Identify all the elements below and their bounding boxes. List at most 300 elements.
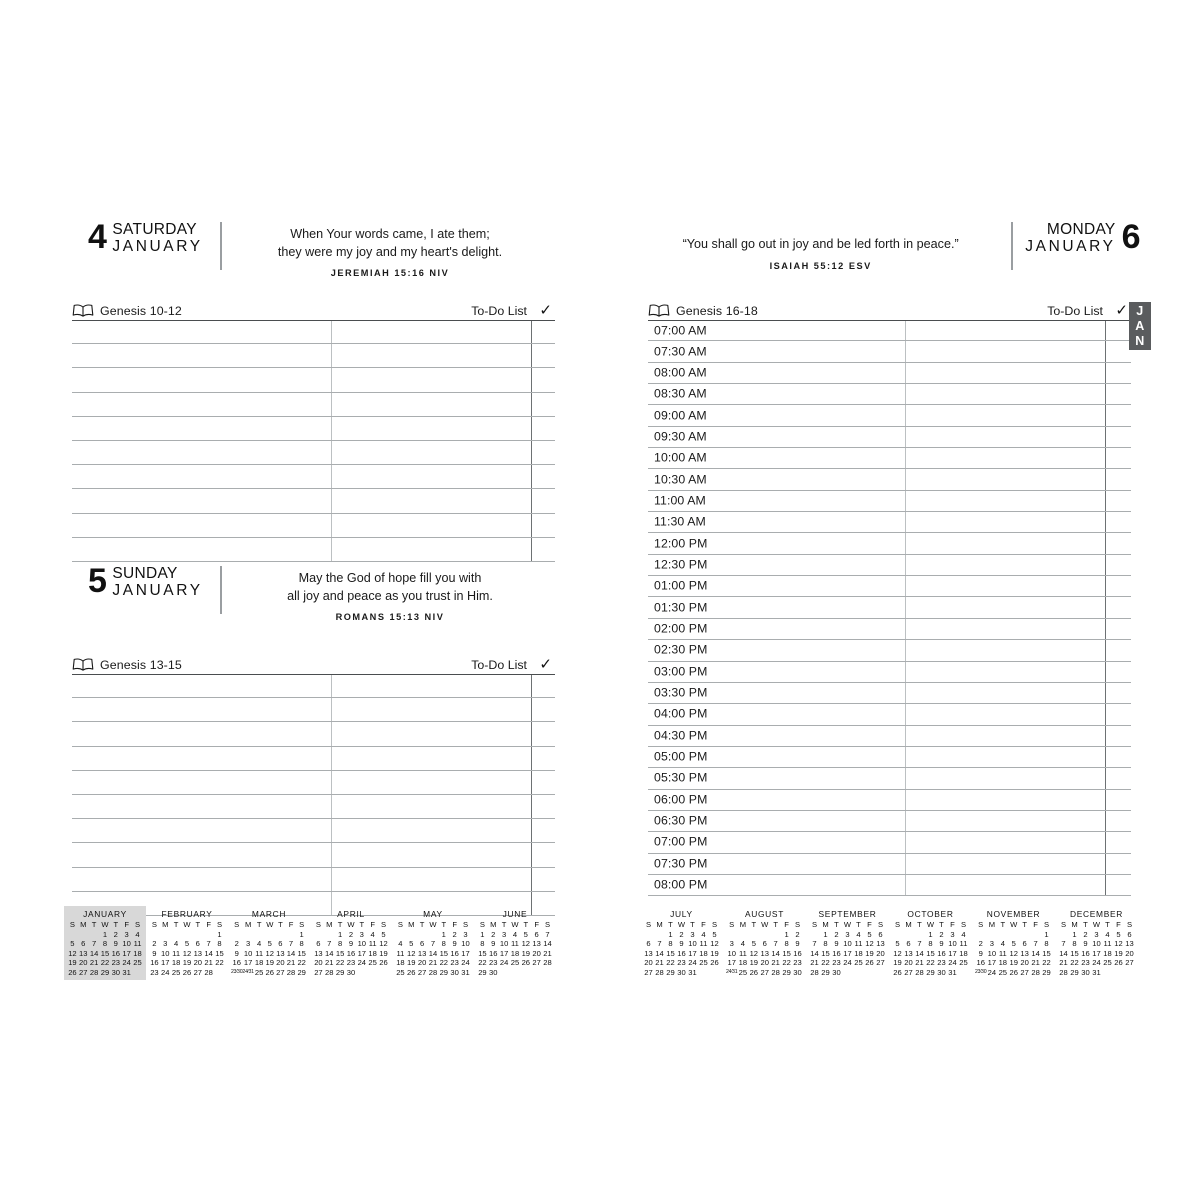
calendar-day[interactable]: 22 bbox=[1070, 958, 1079, 967]
ruled-row[interactable] bbox=[72, 417, 555, 441]
calendar-day[interactable]: 16 bbox=[976, 958, 985, 967]
calendar-day[interactable]: 7 bbox=[657, 939, 662, 948]
calendar-day[interactable]: 25 bbox=[171, 967, 181, 977]
calendar-day[interactable]: 26 bbox=[68, 967, 77, 977]
calendar-day[interactable]: 13 bbox=[276, 948, 285, 958]
calendar-day[interactable]: 16 bbox=[489, 948, 498, 958]
calendar-day[interactable]: 8 bbox=[1044, 939, 1049, 948]
calendar-day[interactable]: 10 bbox=[727, 948, 736, 958]
calendar-day[interactable]: 30 bbox=[111, 967, 121, 977]
calendar-day[interactable]: 4 bbox=[512, 929, 518, 939]
calendar-day[interactable]: 9 bbox=[234, 948, 239, 958]
calendar-day[interactable]: 5 bbox=[409, 939, 414, 948]
calendar-day[interactable]: 23 bbox=[150, 967, 159, 977]
calendar-day[interactable]: 29 bbox=[1070, 967, 1079, 977]
calendar-day[interactable]: 19 bbox=[182, 958, 192, 967]
calendar-day[interactable]: 26 bbox=[182, 967, 192, 977]
calendar-day[interactable]: 22 bbox=[926, 958, 935, 967]
calendar-day[interactable]: 13 bbox=[904, 948, 913, 958]
calendar-day[interactable]: 1 bbox=[784, 929, 789, 939]
calendar-day[interactable]: 19 bbox=[710, 948, 719, 958]
calendar-day[interactable]: 5 bbox=[867, 929, 872, 939]
calendar-day[interactable]: 8 bbox=[217, 939, 222, 948]
calendar-day[interactable]: 21 bbox=[810, 958, 819, 967]
schedule-row[interactable] bbox=[648, 704, 1131, 725]
schedule-row[interactable] bbox=[648, 619, 1131, 640]
calendar-day[interactable]: 16 bbox=[150, 958, 159, 967]
calendar-day[interactable]: 30 bbox=[450, 967, 459, 977]
calendar-day[interactable]: 4 bbox=[856, 929, 861, 939]
calendar-day[interactable]: 2 bbox=[452, 929, 457, 939]
calendar-day[interactable]: 12 bbox=[407, 948, 416, 958]
ruled-row[interactable] bbox=[72, 393, 555, 417]
calendar-day[interactable]: 17 bbox=[688, 948, 697, 958]
calendar-day[interactable]: 1 bbox=[1044, 929, 1049, 939]
calendar-day[interactable]: 24 bbox=[843, 958, 852, 967]
calendar-day[interactable]: 20 bbox=[760, 958, 769, 967]
calendar-day[interactable]: 9 bbox=[939, 939, 944, 948]
calendar-day[interactable]: 21 bbox=[428, 958, 438, 967]
calendar-day[interactable]: 20 bbox=[417, 958, 427, 967]
schedule-row[interactable] bbox=[648, 640, 1131, 661]
calendar-day[interactable]: 31 bbox=[948, 967, 957, 977]
calendar-day[interactable]: 3 bbox=[1094, 929, 1099, 939]
ruled-row[interactable] bbox=[72, 368, 555, 392]
schedule-row[interactable] bbox=[648, 854, 1131, 875]
calendar-day[interactable]: 10 bbox=[843, 939, 852, 948]
calendar-day[interactable]: 23 bbox=[832, 958, 841, 967]
calendar-day[interactable]: 12 bbox=[68, 948, 77, 958]
calendar-day[interactable]: 8 bbox=[668, 939, 673, 948]
calendar-day[interactable] bbox=[242, 968, 253, 978]
mini-calendar-march[interactable] bbox=[228, 906, 310, 980]
calendar-day[interactable]: 14 bbox=[655, 948, 664, 958]
calendar-day[interactable]: 11 bbox=[368, 939, 377, 948]
calendar-day[interactable]: 6 bbox=[646, 939, 651, 948]
calendar-day[interactable]: 3 bbox=[163, 939, 168, 948]
calendar-day[interactable]: 6 bbox=[419, 939, 425, 948]
calendar-day[interactable]: 27 bbox=[276, 967, 285, 977]
calendar-day[interactable]: 12 bbox=[182, 948, 192, 958]
calendar-day[interactable]: 30 bbox=[346, 967, 356, 977]
calendar-day[interactable]: 9 bbox=[348, 939, 354, 948]
calendar-day[interactable]: 2 bbox=[152, 939, 157, 948]
calendar-day[interactable]: 29 bbox=[666, 967, 675, 977]
mini-calendar-july[interactable] bbox=[640, 906, 723, 980]
calendar-day[interactable]: 24 bbox=[688, 958, 697, 967]
schedule-row[interactable] bbox=[648, 533, 1131, 554]
calendar-day[interactable]: 29 bbox=[1042, 967, 1051, 977]
calendar-day[interactable]: 2 bbox=[348, 929, 354, 939]
calendar-day[interactable]: 20 bbox=[876, 948, 885, 958]
calendar-day[interactable]: 6 bbox=[278, 939, 283, 948]
calendar-day[interactable]: 9 bbox=[452, 939, 457, 948]
calendar-day[interactable]: 9 bbox=[679, 939, 684, 948]
calendar-day[interactable]: 13 bbox=[876, 939, 885, 948]
mini-calendar-august[interactable] bbox=[723, 906, 806, 980]
calendar-day[interactable]: 21 bbox=[771, 958, 780, 967]
ruled-row[interactable] bbox=[72, 843, 555, 867]
calendar-day[interactable]: 20 bbox=[644, 958, 653, 967]
calendar-day[interactable]: 24 bbox=[461, 958, 470, 967]
calendar-day[interactable]: 25 bbox=[1103, 958, 1112, 967]
schedule-row[interactable] bbox=[648, 320, 1131, 341]
calendar-day[interactable]: 18 bbox=[959, 948, 968, 958]
calendar-day[interactable]: 18 bbox=[133, 948, 142, 958]
calendar-day[interactable]: 23 bbox=[450, 958, 459, 967]
calendar-day[interactable]: 12 bbox=[710, 939, 719, 948]
calendar-day[interactable]: 8 bbox=[102, 939, 108, 948]
calendar-day[interactable]: 24 bbox=[1092, 958, 1101, 967]
calendar-day[interactable]: 10 bbox=[161, 948, 170, 958]
calendar-day[interactable]: 15 bbox=[335, 948, 345, 958]
calendar-day[interactable]: 6 bbox=[878, 929, 883, 939]
calendar-day[interactable]: 25 bbox=[738, 967, 748, 977]
calendar-day[interactable]: 20 bbox=[314, 958, 323, 967]
calendar-day[interactable]: 3 bbox=[950, 929, 955, 939]
calendar-day[interactable]: 15 bbox=[1070, 948, 1079, 958]
calendar-day[interactable]: 1 bbox=[823, 929, 828, 939]
schedule-row[interactable] bbox=[648, 384, 1131, 405]
calendar-day[interactable]: 3 bbox=[463, 929, 468, 939]
calendar-day[interactable]: 2 bbox=[491, 929, 496, 939]
calendar-day[interactable]: 10 bbox=[688, 939, 697, 948]
calendar-day[interactable]: 4 bbox=[135, 929, 140, 939]
calendar-day[interactable]: 13 bbox=[532, 939, 541, 948]
calendar-day[interactable]: 15 bbox=[1042, 948, 1051, 958]
calendar-day[interactable]: 29 bbox=[335, 967, 345, 977]
calendar-day[interactable]: 19 bbox=[1114, 948, 1123, 958]
calendar-day[interactable]: 19 bbox=[749, 958, 759, 967]
calendar-day[interactable]: 13 bbox=[644, 948, 653, 958]
calendar-day[interactable]: 19 bbox=[521, 948, 531, 958]
schedule-row[interactable] bbox=[648, 427, 1131, 448]
calendar-day[interactable]: 22 bbox=[1042, 958, 1051, 967]
calendar-day[interactable]: 30 bbox=[677, 967, 686, 977]
ruled-row[interactable] bbox=[72, 441, 555, 465]
mini-calendar-november[interactable] bbox=[972, 906, 1055, 980]
calendar-day[interactable]: 2 bbox=[234, 939, 239, 948]
ruled-row[interactable] bbox=[72, 344, 555, 368]
calendar-day[interactable]: 18 bbox=[1103, 948, 1112, 958]
ruled-row[interactable] bbox=[72, 747, 555, 771]
calendar-day[interactable]: 5 bbox=[523, 929, 528, 939]
calendar-day[interactable]: 3 bbox=[690, 929, 695, 939]
calendar-day[interactable]: 29 bbox=[821, 967, 830, 977]
calendar-day[interactable]: 14 bbox=[543, 939, 552, 948]
mini-calendar-june[interactable] bbox=[474, 906, 556, 980]
ruled-row[interactable] bbox=[72, 538, 555, 562]
calendar-day[interactable]: 4 bbox=[961, 929, 966, 939]
ruled-row[interactable] bbox=[72, 819, 555, 843]
calendar-day[interactable]: 8 bbox=[823, 939, 828, 948]
calendar-day[interactable]: 16 bbox=[1081, 948, 1090, 958]
calendar-day[interactable]: 26 bbox=[407, 967, 416, 977]
calendar-day[interactable]: 29 bbox=[100, 967, 110, 977]
calendar-day[interactable]: 18 bbox=[254, 958, 264, 967]
calendar-day[interactable]: 31 bbox=[122, 967, 131, 977]
calendar-day[interactable]: 16 bbox=[677, 948, 686, 958]
calendar-day[interactable]: 5 bbox=[267, 939, 272, 948]
schedule-row[interactable] bbox=[648, 341, 1131, 362]
calendar-day[interactable]: 10 bbox=[987, 948, 997, 958]
calendar-day[interactable]: 31 bbox=[1092, 967, 1101, 977]
calendar-day[interactable]: 4 bbox=[257, 939, 262, 948]
calendar-day[interactable]: 30 bbox=[793, 967, 802, 977]
calendar-day[interactable]: 28 bbox=[89, 967, 99, 977]
calendar-day[interactable]: 10 bbox=[1092, 939, 1101, 948]
calendar-day[interactable]: 17 bbox=[948, 948, 957, 958]
calendar-day[interactable]: 6 bbox=[1022, 939, 1027, 948]
calendar-day[interactable]: 10 bbox=[243, 948, 253, 958]
schedule-row[interactable] bbox=[648, 662, 1131, 683]
calendar-day[interactable]: 6 bbox=[316, 939, 321, 948]
calendar-day[interactable]: 11 bbox=[854, 939, 863, 948]
calendar-day[interactable]: 18 bbox=[510, 948, 520, 958]
calendar-day[interactable]: 12 bbox=[749, 948, 759, 958]
calendar-day[interactable]: 17 bbox=[987, 958, 997, 967]
calendar-day[interactable]: 7 bbox=[773, 939, 778, 948]
calendar-day[interactable]: 27 bbox=[1020, 967, 1029, 977]
calendar-day[interactable]: 9 bbox=[834, 939, 839, 948]
calendar-day[interactable]: 23 bbox=[489, 958, 498, 967]
calendar-day[interactable]: 3 bbox=[124, 929, 129, 939]
calendar-day[interactable]: 8 bbox=[1072, 939, 1077, 948]
schedule-row[interactable] bbox=[648, 597, 1131, 618]
calendar-day[interactable]: 2 bbox=[679, 929, 684, 939]
calendar-day[interactable]: 8 bbox=[299, 939, 304, 948]
calendar-day[interactable]: 18 bbox=[738, 958, 748, 967]
calendar-day[interactable]: 28 bbox=[1059, 967, 1068, 977]
calendar-day[interactable]: 2 bbox=[1083, 929, 1088, 939]
calendar-day[interactable]: 1 bbox=[668, 929, 673, 939]
calendar-day[interactable]: 14 bbox=[1059, 948, 1068, 958]
calendar-day[interactable]: 28 bbox=[325, 967, 334, 977]
calendar-day[interactable]: 22 bbox=[100, 958, 110, 967]
calendar-day[interactable]: 27 bbox=[760, 967, 769, 977]
calendar-day[interactable]: 16 bbox=[232, 958, 241, 967]
calendar-day[interactable]: 28 bbox=[543, 958, 552, 967]
calendar-day[interactable]: 24 bbox=[499, 958, 509, 967]
schedule-row[interactable] bbox=[648, 405, 1131, 426]
calendar-day[interactable]: 30 bbox=[937, 967, 946, 977]
calendar-day[interactable]: 5 bbox=[70, 939, 75, 948]
calendar-day[interactable]: 3 bbox=[729, 939, 734, 948]
calendar-day[interactable]: 17 bbox=[499, 948, 509, 958]
calendar-day[interactable]: 21 bbox=[655, 958, 664, 967]
calendar-day[interactable]: 31 bbox=[688, 967, 697, 977]
calendar-day[interactable]: 28 bbox=[810, 967, 819, 977]
calendar-day[interactable]: 15 bbox=[478, 948, 487, 958]
calendar-day[interactable]: 6 bbox=[762, 939, 767, 948]
calendar-day[interactable]: 5 bbox=[1011, 939, 1016, 948]
calendar-day[interactable]: 20 bbox=[193, 958, 203, 967]
mini-calendar-february[interactable] bbox=[146, 906, 228, 980]
ruled-row[interactable] bbox=[72, 722, 555, 746]
calendar-day[interactable]: 22 bbox=[215, 958, 224, 967]
ruled-row[interactable] bbox=[72, 795, 555, 819]
calendar-day[interactable]: 25 bbox=[510, 958, 520, 967]
calendar-day[interactable]: 3 bbox=[845, 929, 850, 939]
calendar-day[interactable]: 26 bbox=[265, 967, 274, 977]
calendar-day[interactable]: 7 bbox=[917, 939, 922, 948]
calendar-day[interactable]: 18 bbox=[368, 948, 377, 958]
calendar-day[interactable]: 19 bbox=[265, 958, 274, 967]
calendar-day[interactable]: 8 bbox=[337, 939, 343, 948]
calendar-day[interactable]: 22 bbox=[782, 958, 791, 967]
calendar-day[interactable]: 1 bbox=[480, 929, 485, 939]
calendar-day[interactable]: 14 bbox=[204, 948, 213, 958]
calendar-day[interactable]: 11 bbox=[738, 948, 747, 958]
calendar-day[interactable]: 4 bbox=[370, 929, 375, 939]
calendar-day[interactable]: 31 bbox=[461, 967, 470, 977]
calendar-day[interactable]: 6 bbox=[906, 939, 911, 948]
calendar-day[interactable]: 5 bbox=[184, 939, 190, 948]
ruled-row[interactable] bbox=[72, 465, 555, 489]
calendar-day[interactable]: 22 bbox=[666, 958, 675, 967]
calendar-day[interactable]: 4 bbox=[398, 939, 403, 948]
calendar-day[interactable]: 15 bbox=[439, 948, 449, 958]
calendar-day[interactable]: 26 bbox=[521, 958, 531, 967]
calendar-day[interactable]: 26 bbox=[379, 958, 388, 967]
calendar-day[interactable]: 22 bbox=[335, 958, 345, 967]
calendar-day[interactable]: 29 bbox=[297, 967, 306, 977]
calendar-day[interactable]: 23 bbox=[937, 958, 946, 967]
calendar-day[interactable]: 9 bbox=[978, 948, 983, 958]
calendar-day[interactable]: 25 bbox=[959, 958, 968, 967]
calendar-day[interactable]: 21 bbox=[89, 958, 99, 967]
calendar-day[interactable]: 21 bbox=[204, 958, 213, 967]
calendar-day[interactable]: 27 bbox=[79, 967, 88, 977]
calendar-day[interactable]: 11 bbox=[699, 939, 708, 948]
schedule-row[interactable] bbox=[648, 768, 1131, 789]
calendar-day[interactable]: 19 bbox=[893, 958, 902, 967]
calendar-day[interactable]: 11 bbox=[998, 948, 1007, 958]
calendar-day[interactable]: 1 bbox=[217, 929, 222, 939]
calendar-day[interactable]: 29 bbox=[478, 967, 487, 977]
calendar-day[interactable]: 1 bbox=[102, 929, 108, 939]
calendar-day[interactable]: 17 bbox=[122, 948, 131, 958]
schedule-row[interactable] bbox=[648, 512, 1131, 533]
ruled-row[interactable] bbox=[72, 320, 555, 344]
mini-calendar-may[interactable] bbox=[392, 906, 474, 980]
calendar-day[interactable]: 14 bbox=[810, 948, 819, 958]
calendar-day[interactable]: 13 bbox=[417, 948, 427, 958]
calendar-day[interactable]: 3 bbox=[989, 939, 994, 948]
calendar-day[interactable]: 18 bbox=[396, 958, 405, 967]
calendar-day[interactable]: 28 bbox=[204, 967, 213, 977]
calendar-day[interactable]: 8 bbox=[480, 939, 485, 948]
calendar-day[interactable]: 14 bbox=[771, 948, 780, 958]
calendar-day[interactable]: 5 bbox=[1116, 929, 1121, 939]
calendar-day[interactable]: 21 bbox=[543, 948, 552, 958]
schedule-row[interactable] bbox=[648, 811, 1131, 832]
calendar-day[interactable]: 11 bbox=[255, 948, 264, 958]
calendar-day[interactable]: 24 bbox=[357, 958, 367, 967]
calendar-day[interactable] bbox=[975, 968, 986, 978]
calendar-day[interactable]: 18 bbox=[854, 948, 863, 958]
calendar-day[interactable]: 1 bbox=[1072, 929, 1077, 939]
calendar-day[interactable]: 14 bbox=[325, 948, 334, 958]
calendar-day[interactable]: 26 bbox=[749, 967, 759, 977]
calendar-day[interactable]: 14 bbox=[1031, 948, 1040, 958]
calendar-day[interactable]: 9 bbox=[795, 939, 800, 948]
calendar-day[interactable]: 26 bbox=[1009, 967, 1018, 977]
calendar-day[interactable]: 22 bbox=[439, 958, 449, 967]
schedule-row[interactable] bbox=[648, 747, 1131, 768]
calendar-day[interactable]: 15 bbox=[666, 948, 675, 958]
calendar-day[interactable]: 12 bbox=[865, 939, 874, 948]
calendar-day[interactable]: 20 bbox=[532, 948, 541, 958]
schedule-row[interactable] bbox=[648, 363, 1131, 384]
calendar-day[interactable]: 4 bbox=[701, 929, 706, 939]
mini-calendar-january[interactable] bbox=[64, 906, 146, 980]
calendar-day[interactable]: 25 bbox=[368, 958, 377, 967]
calendar-day[interactable]: 7 bbox=[1033, 939, 1038, 948]
calendar-day[interactable]: 27 bbox=[876, 958, 885, 967]
calendar-day[interactable]: 22 bbox=[821, 958, 830, 967]
calendar-day[interactable]: 27 bbox=[1125, 958, 1134, 967]
calendar-day[interactable]: 7 bbox=[327, 939, 332, 948]
ruled-row[interactable] bbox=[72, 698, 555, 722]
schedule-row[interactable] bbox=[648, 832, 1131, 853]
calendar-day[interactable]: 17 bbox=[243, 958, 253, 967]
mini-calendar-april[interactable] bbox=[310, 906, 392, 980]
calendar-day[interactable]: 13 bbox=[193, 948, 203, 958]
calendar-day[interactable]: 17 bbox=[161, 958, 170, 967]
calendar-day[interactable]: 9 bbox=[491, 939, 496, 948]
calendar-day[interactable]: 7 bbox=[545, 929, 550, 939]
calendar-day[interactable]: 15 bbox=[215, 948, 224, 958]
calendar-day[interactable]: 20 bbox=[276, 958, 285, 967]
calendar-day[interactable]: 10 bbox=[948, 939, 957, 948]
calendar-day[interactable]: 18 bbox=[699, 948, 708, 958]
calendar-day[interactable]: 26 bbox=[710, 958, 719, 967]
calendar-day[interactable]: 22 bbox=[297, 958, 306, 967]
calendar-day[interactable]: 25 bbox=[133, 958, 142, 967]
calendar-day[interactable]: 4 bbox=[1000, 939, 1005, 948]
calendar-day[interactable]: 10 bbox=[499, 939, 509, 948]
mini-calendar-october[interactable] bbox=[889, 906, 972, 980]
calendar-day[interactable]: 19 bbox=[68, 958, 77, 967]
calendar-day[interactable]: 28 bbox=[1031, 967, 1040, 977]
calendar-day[interactable]: 23 bbox=[793, 958, 802, 967]
calendar-day[interactable]: 10 bbox=[122, 939, 131, 948]
calendar-day[interactable]: 29 bbox=[782, 967, 791, 977]
calendar-day[interactable]: 12 bbox=[379, 939, 388, 948]
schedule-row[interactable] bbox=[648, 469, 1131, 490]
calendar-day[interactable]: 25 bbox=[998, 967, 1008, 977]
calendar-day[interactable]: 6 bbox=[1127, 929, 1132, 939]
calendar-day[interactable]: 28 bbox=[286, 967, 296, 977]
calendar-day[interactable]: 19 bbox=[1009, 958, 1018, 967]
calendar-day[interactable]: 7 bbox=[812, 939, 817, 948]
calendar-day[interactable]: 17 bbox=[357, 948, 367, 958]
calendar-day[interactable]: 13 bbox=[79, 948, 88, 958]
calendar-day[interactable]: 6 bbox=[81, 939, 86, 948]
calendar-day[interactable]: 15 bbox=[782, 948, 791, 958]
calendar-day[interactable]: 24 bbox=[122, 958, 131, 967]
calendar-day[interactable]: 13 bbox=[314, 948, 323, 958]
calendar-day[interactable]: 29 bbox=[926, 967, 935, 977]
calendar-day[interactable]: 10 bbox=[461, 939, 470, 948]
calendar-day[interactable]: 8 bbox=[441, 939, 446, 948]
calendar-day[interactable]: 3 bbox=[359, 929, 364, 939]
calendar-day[interactable]: 25 bbox=[699, 958, 708, 967]
calendar-day[interactable]: 23 bbox=[677, 958, 686, 967]
calendar-day[interactable]: 27 bbox=[644, 967, 653, 977]
calendar-day[interactable]: 18 bbox=[171, 958, 181, 967]
